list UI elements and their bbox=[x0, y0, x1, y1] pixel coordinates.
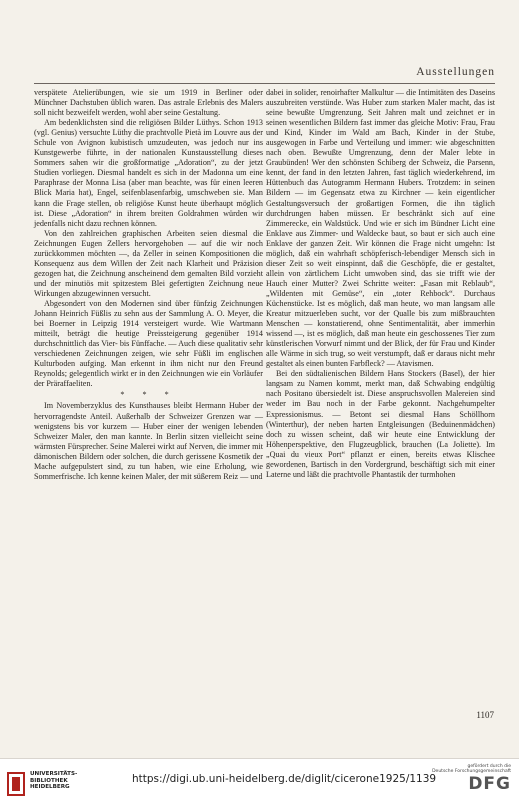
paragraph: verspätete Atelierübungen, wie sie um 1919 in Berliner oder Münchner Dachstuben üblich waren. Das astrale Erlebnis des Malers soll nicht bezweifelt werden, wohl aber seine Gestaltung. bbox=[34, 88, 263, 118]
paragraph: Bei den südtalienischen Bildern Hans Stockers (Basel), der hier langsam zu Namen kommt, merkt man, daß Schwabing endgültig nach Positano übersiedelt ist. Diese anspruchsvollen Malereien sind weder im Bau noch in der Farbe gekonnt. Nachgehumpelter Expressionismus. — Betont sei diesmal Hans Schöllhorn (Winterthur), der neben harten Entgleisungen (Beduinenmädchen) doch zu wissen scheint, daß wir heute eine Entwicklung der Höhenperspektive, den Flugzeugblick, brauchen (La Joliette). Im „Quai du vieux Port“ pflanzt er einen, bereits etwas Klischee gewordenen, Bartisch in den Vordergrund, beschäftigt sich mit einer Laterne und läßt die prachtvolle Phantastik der turmhohen bbox=[266, 369, 495, 479]
paragraph: Im Novemberzyklus des Kunsthauses bleibt Hermann Huber der hervorragendste Anteil. Außerhalb der Schweizer Grenzen war — wenigstens bis vor kurzem — Huber einer der wenigen lebenden Schweizer Maler, den man kannte. In Berlin sitzen vielleicht seine wärmsten Fürsprecher. Seine Malerei wirkt auf Nerven, die immer mit dämonischen Bildern oder solchen, die durch gerissene Kosmetik der Mache aufgepulstert sind, zu tun haben, wie eine Erholung, wie Sommerfrische. Ich kenne keinen Maler, der mit süßerem Reiz — und bbox=[34, 401, 264, 481]
funded-by-text: gefördert durch die Deutsche Forschungsgemeinschaft bbox=[432, 764, 511, 774]
dfg-wordmark: DFG bbox=[468, 774, 511, 794]
left-column bbox=[34, 88, 263, 482]
paragraph: Abgesondert von den Modernen sind über fünfzig Zeichnungen Johann Heinrich Füßlis zu sehn aus der Sammlung A. O. Meyer, die bei Boerner in Leipzig 1914 versteigert wurde. Wie Wartmann mitteilt, beträgt die heutige Preissteigerung gegenüber 1914 durchschnittlich das Vier- bis Fünffache. — Auch diese qualitativ sehr verschiedenen Zeichnungen zeigen, wie sehr Füßli im englischen Kulturboden aufging. Man erkennt in ihm nicht nur den Freund Reynolds; gelegentlich wirkt er in den Zeichnungen wie ein Vorläufer der Präraffaeliten. bbox=[34, 298, 263, 389]
dfg-logo[interactable] bbox=[431, 764, 511, 798]
library-seal-icon bbox=[6, 771, 26, 797]
header-rule bbox=[34, 83, 495, 84]
viewer-footer bbox=[0, 758, 519, 801]
permalink-url[interactable]: https://digi.ub.uni-heidelberg.de/diglit/cicerone1925/1139 bbox=[132, 773, 437, 785]
paragraph: dabei in solider, renoirhafter Malkultur — die Intimitäten des Daseins auszubreiten verstünde. Was Huber zum starken Maler macht, das ist seine bewußte Umgrenzung. Seit Jahren malt und zeichnet er in seinen wesentlichen Bildern fast immer das gleiche Motiv: Frau, Frau und Kind, Kinder im Wald am Bach, Kinder in der Stube, ausgewogen in Farbe und Verteilung und immer: wie abgeschnitten nach oben. Bewußte Umgrenzung, denn der Maler lebte in Graubünden! Wer den schönsten Schiberg der Schweiz, die Parsenn, kennt, der fand in den letzten Jahren, fast täglich wiederkehrend, im Hüttenbuch das Autogramm Hermann Hubers. Trotzdem: in seinen Bildern — im Gegensatz etwa zu Kirchner — kein eigentlicher Gestaltungsversuch der großartigen Formen, die ihn täglich durchdrungen haben müssen. Er beschränkt sich auf eine Zimmerecke, ein Waldstück. Und wie er sich im Bündner Licht eine Enklave aus Zimmer- und Waldecke baut, so baut er sich auch eine Enklave der ganzen Zeit. Wir können die Frage nicht umgehn: Ist möglich, daß ein wahrhaft schöpferisch-lebendiger Mensch sich in dieser Zeit so weit einspinnt, daß die Geschöpfe, die er gestaltet, allein von zärtlichem Licht umwoben sind, das sie trifft wie der Hauch einer Mutter? Zwei Schritte weiter: „Fasan mit Reblaub“, „Wildenten mit Gemüse“, ein „toter Rehbock“. Durchaus Küchenstücke. Ist es möglich, daß man heute, wo man langsam alle Kreatur mitzuerleben sucht, vor der Qualle bis zum mißbrauchten Menschen — konstatierend, ohne Sentimentalität, aber immerhin wissend —, ist es möglich, daß man heute ein geschossenes Tier zum künstlerischen Vorwurf nimmt und der Blick, der für Frau und Kinder alle Wärme in sich trug, so weit verstumpft, daß er daraus nicht mehr gestaltet als einen bunten Farbfleck? — Atavismen. bbox=[266, 88, 495, 369]
paragraph: Von den zahlreichen graphischen Arbeiten seien diesmal die Zeichnungen Eugen Zellers hervorgehoben — auf die wir noch zurückkommen möchten —, da Zeller in seinen Kompositionen die Konsequenz aus dem Willen der Zeit nach Klarheit und Präzision gezogen hat, die Zeichnung anscheinend dem gemalten Bild vorzieht und der minutiös mit spitzestem Blei gefertigten Zeichnung neue Wirkungen abzugewinnen versucht. bbox=[34, 228, 263, 298]
section-separator: * * * bbox=[120, 390, 177, 400]
library-logo[interactable] bbox=[6, 771, 96, 797]
library-name: UNIVERSITÄTS- BIBLIOTHEK HEIDELBERG bbox=[30, 771, 78, 791]
paragraph: Am bedenklichsten sind die religiösen Bilder Lüthys. Schon 1913 (vgl. Genius) versuchte Lüthy die prachtvolle Pietà im Louvre aus der Schule von Avignon kubistisch umzudeuten, was jedoch nur ins Kunstgewerbe führte, in der nationalen Kunstausstellung dieses Sommers sahen wir die großformatige „Adoration“, zu der jetzt Studien vorliegen. Diesmal handelt es sich in der Madonna um eine Paraphrase der Monna Lisa (aber man beachte, was für einen leeren Blick Maria hat), Engel, seifenblasenfarbig, umschweben sie. Man kann die Frage stellen, ob religiöse Kunst heute überhaupt möglich ist. Diese „Adoration“ in ihrem breiten Goldrahmen würden wir jedenfalls nicht dazu rechnen können. bbox=[34, 118, 263, 228]
page-number: 1107 bbox=[476, 710, 494, 720]
right-column bbox=[266, 88, 495, 480]
section-header: Ausstellungen bbox=[416, 66, 495, 78]
